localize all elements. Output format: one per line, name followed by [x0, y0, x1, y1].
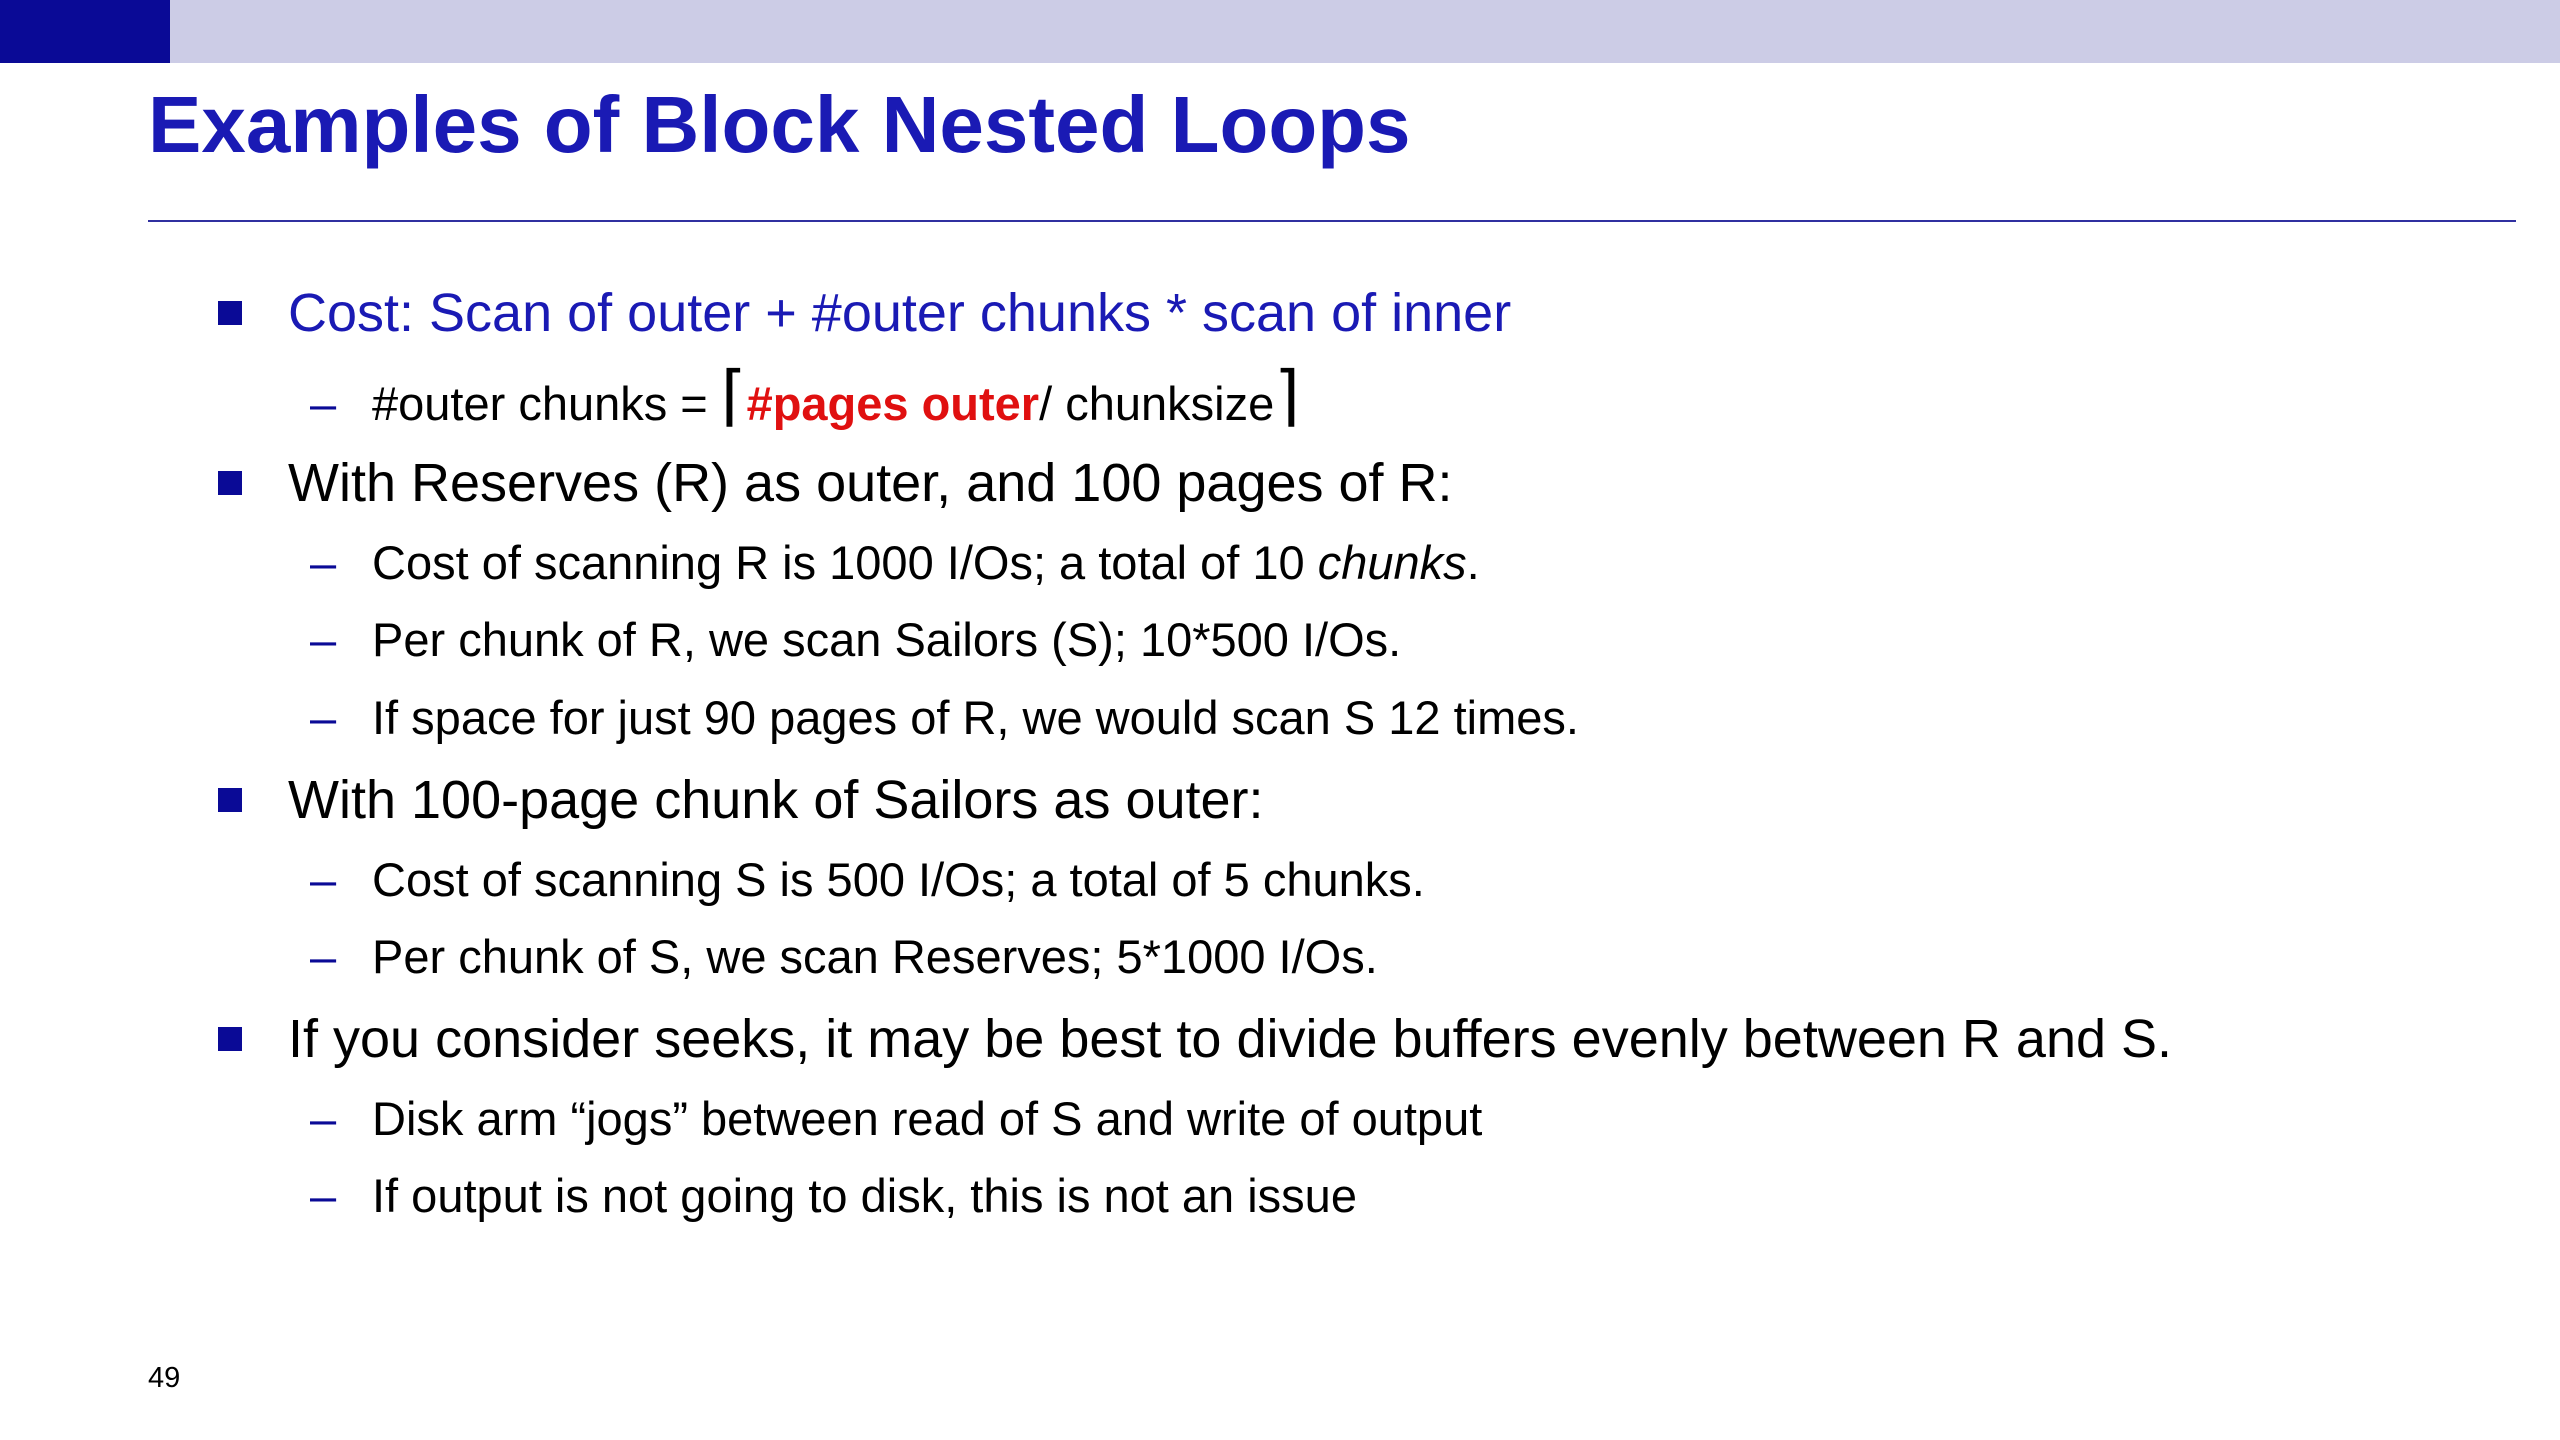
bullet-reserves-outer [218, 443, 1453, 523]
bullet-cost [218, 273, 1511, 353]
sub-bullet-outer-chunks [310, 358, 1300, 440]
dash-icon: – [310, 1169, 337, 1222]
formula-suffix: / chunksize [1039, 377, 1275, 430]
dash-icon: – [310, 377, 337, 430]
sub-bullet-text: Cost of scanning S is 500 I/Os; a total of 5 chunks. [372, 853, 1425, 906]
square-bullet-icon [218, 1027, 242, 1051]
sub-bullet-text: Per chunk of S, we scan Reserves; 5*1000 I/Os. [372, 930, 1378, 983]
page-number: 49 [148, 1362, 181, 1394]
sub-bullet-text-end: . [1466, 536, 1480, 589]
sub-bullet-disk-arm [310, 1083, 1482, 1155]
sub-bullet-text: Cost of scanning R is 1000 I/Os; a total of 10 [372, 536, 1318, 589]
formula-prefix: #outer chunks = [372, 377, 721, 430]
bullet-sailors-outer [218, 760, 1264, 840]
sub-bullet-text: Disk arm “jogs” between read of S and write of output [372, 1092, 1483, 1145]
sub-bullet-per-chunk-r [310, 604, 1401, 676]
sub-bullet-text: Per chunk of R, we scan Sailors (S); 10*500 I/Os. [372, 613, 1402, 666]
sub-bullet-cost-scanning-s [310, 844, 1425, 916]
chunks-italic: chunks [1317, 536, 1467, 589]
dash-icon: – [310, 853, 337, 906]
sub-bullet-90-pages [310, 682, 1579, 754]
bullet-seeks [218, 999, 2172, 1079]
sub-bullet-output-not-disk [310, 1160, 1357, 1232]
ceiling-close-icon: ⌉ [1274, 358, 1300, 432]
ceiling-open-icon: ⌈ [720, 358, 747, 432]
sub-bullet-cost-scanning-r [310, 527, 1480, 599]
square-bullet-icon [218, 301, 242, 325]
bullet-text: Cost: Scan of outer + #outer chunks * scan of inner [288, 283, 1512, 343]
dash-icon: – [310, 536, 337, 589]
dash-icon: – [310, 691, 337, 744]
sub-bullet-per-chunk-s [310, 921, 1378, 993]
bullet-text: With Reserves (R) as outer, and 100 pages of R: [288, 453, 1453, 513]
square-bullet-icon [218, 471, 242, 495]
bullet-text: If you consider seeks, it may be best to divide buffers evenly between R and S. [288, 1009, 2173, 1069]
bullet-text: With 100-page chunk of Sailors as outer: [288, 770, 1264, 830]
dash-icon: – [310, 613, 337, 666]
sub-bullet-text: If space for just 90 pages of R, we would scan S 12 times. [372, 691, 1579, 744]
sub-bullet-text: If output is not going to disk, this is not an issue [372, 1169, 1357, 1222]
square-bullet-icon [218, 788, 242, 812]
dash-icon: – [310, 930, 337, 983]
pages-outer-highlight: #pages outer [746, 377, 1040, 430]
dash-icon: – [310, 1092, 337, 1145]
slide-title: Examples of Block Nested Loops [148, 80, 1411, 169]
